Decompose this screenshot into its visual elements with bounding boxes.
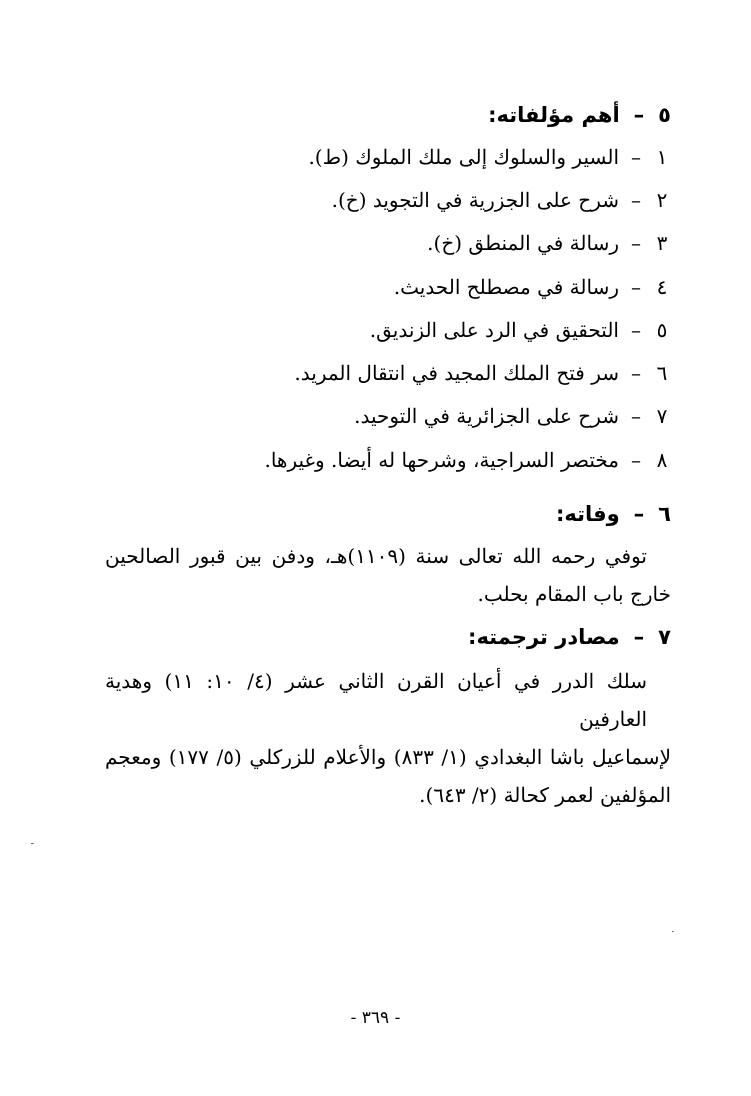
section-7-dash: – — [633, 625, 645, 649]
list-item-number: ٥ — [656, 318, 668, 342]
list-item-dash: – — [631, 275, 641, 299]
section-5-heading — [488, 101, 671, 129]
list-item — [294, 359, 671, 387]
list-item-dash: – — [631, 361, 641, 385]
page-number: - ٣٦٩ - — [350, 1008, 401, 1028]
list-item — [264, 446, 671, 474]
list-item-text: شرح على الجزرية في التجويد (خ). — [331, 188, 619, 212]
list-item-number: ٦ — [656, 361, 668, 385]
sources-paragraph — [105, 662, 671, 814]
section-7-title: مصادر ترجمته: — [468, 625, 620, 649]
section-5-title: أهم مؤلفاته: — [488, 103, 620, 127]
paragraph-line: لإسماعيل باشا البغدادي (١/ ٨٣٣) والأعلام للزركلي (٥/ ١٧٧) ومعجم — [105, 745, 671, 769]
list-item-dash: – — [631, 404, 641, 428]
list-item-text: مختصر السراجية، وشرحها له أيضا. وغيرها. — [264, 448, 619, 472]
list-item-number: ٢ — [656, 188, 668, 212]
section-5-dash: – — [633, 103, 645, 127]
list-item-dash: – — [631, 318, 641, 342]
list-item-number: ٤ — [656, 275, 668, 299]
list-item-text: السير والسلوك إلى ملك الملوك (ط). — [308, 145, 619, 169]
list-item — [332, 186, 671, 214]
list-item-dash: – — [631, 231, 641, 255]
list-item-number: ٣ — [656, 231, 668, 255]
section-6-dash: – — [633, 502, 645, 526]
list-item-number: ٧ — [656, 404, 668, 428]
list-item — [308, 143, 671, 171]
scan-speck — [672, 931, 674, 932]
section-6-heading — [556, 500, 671, 528]
list-item-text: سر فتح الملك المجيد في انتقال المريد. — [294, 361, 619, 385]
section-5-number: ٥ — [658, 103, 671, 127]
section-7-number: ٧ — [658, 625, 671, 649]
scan-speck — [31, 843, 34, 844]
list-item-text: رسالة في المنطق (خ). — [427, 231, 619, 255]
section-6-title: وفاته: — [555, 502, 620, 526]
list-item — [394, 273, 671, 301]
section-7-heading — [468, 623, 671, 651]
list-item-dash: – — [631, 188, 641, 212]
list-item-dash: – — [631, 448, 641, 472]
death-paragraph — [105, 537, 671, 613]
paragraph-line: خارج باب المقام بحلب. — [477, 582, 671, 606]
list-item — [370, 316, 671, 344]
paragraph-line: سلك الدرر في أعيان القرن الثاني عشر (٤/ ١٠: ١١) وهدية العارفين — [105, 669, 647, 731]
list-item-text: رسالة في مصطلح الحديث. — [393, 275, 619, 299]
list-item — [354, 402, 671, 430]
list-item-text: شرح على الجزائرية في التوحيد. — [354, 404, 619, 428]
list-item-number: ٨ — [656, 448, 668, 472]
list-item-text: التحقيق في الرد على الزنديق. — [369, 318, 619, 342]
paragraph-line: توفي رحمه الله تعالى سنة (١١٠٩)هـ، ودفن بين قبور الصالحين — [105, 544, 647, 568]
section-6-number: ٦ — [658, 502, 671, 526]
list-item-dash: – — [631, 145, 641, 169]
list-item-number: ١ — [656, 145, 668, 169]
list-item — [427, 229, 671, 257]
paragraph-line: المؤلفين لعمر كحالة (٢/ ٦٤٣). — [419, 783, 671, 807]
